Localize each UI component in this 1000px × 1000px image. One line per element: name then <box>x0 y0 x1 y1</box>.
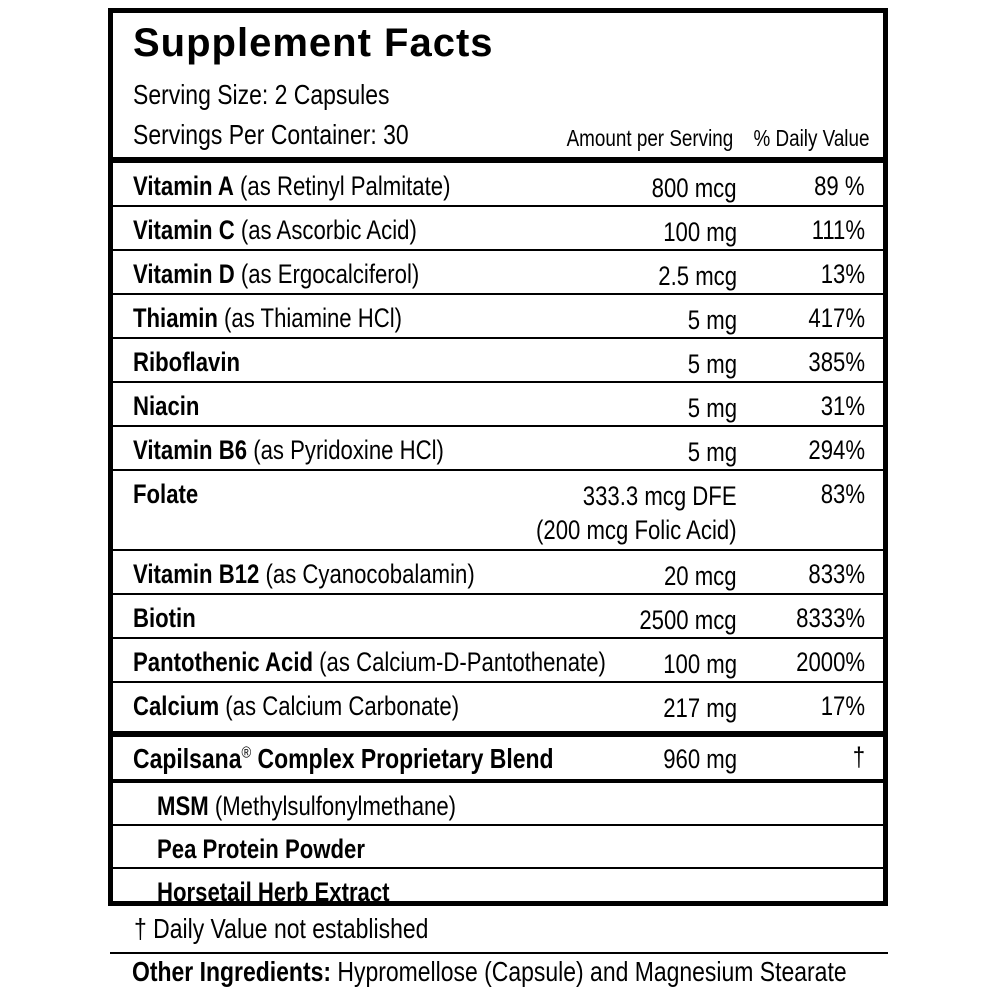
nutrient-name-cell <box>133 215 417 246</box>
supplement-facts-panel <box>108 8 888 906</box>
nutrient-daily-value: 8333% <box>796 603 865 633</box>
nutrient-source: (as Calcium Carbonate) <box>225 691 460 721</box>
blend-ingredient-cell <box>157 877 390 908</box>
nutrient-row <box>113 383 883 427</box>
nutrient-amount-detail: (200 mcg Folic Acid) <box>536 515 737 545</box>
other-ingredients-divider <box>110 952 888 954</box>
nutrient-name-cell <box>133 435 444 466</box>
blend-ingredient-row <box>113 867 883 910</box>
nutrient-daily-value: 111% <box>811 215 865 245</box>
nutrient-name-cell <box>133 559 475 590</box>
blend-ingredients <box>113 781 883 910</box>
daily-value-column-header: % Daily Value <box>752 125 869 151</box>
nutrient-amount: 5 mg <box>687 393 737 423</box>
nutrient-daily-value: 13% <box>820 259 865 289</box>
nutrient-row <box>113 339 883 383</box>
nutrient-amount: 2.5 mcg <box>658 261 737 291</box>
nutrient-source: (as Ascorbic Acid) <box>240 215 417 245</box>
nutrient-name-cell <box>133 691 459 722</box>
nutrient-amount: 100 mg <box>663 217 737 247</box>
nutrient-name: Vitamin B6 <box>133 435 248 465</box>
nutrient-amount: 5 mg <box>687 437 737 467</box>
blend-ingredient-cell <box>157 791 456 822</box>
nutrient-name-cell <box>133 647 606 678</box>
nutrient-amount: 5 mg <box>687 349 737 379</box>
blend-ingredient-row <box>113 824 883 867</box>
nutrient-amount: 100 mg <box>663 649 737 679</box>
nutrient-amount: 800 mcg <box>652 173 737 203</box>
nutrient-name: Vitamin B12 <box>133 559 260 589</box>
nutrient-amount-cell <box>688 435 737 469</box>
blend-amount: 960 mg <box>663 744 737 774</box>
nutrient-amount-cell <box>663 215 737 249</box>
blend-title-suffix: Complex Proprietary Blend <box>251 743 554 774</box>
nutrient-daily-value: 417% <box>808 303 865 333</box>
nutrient-amount: 20 mcg <box>664 561 737 591</box>
blend-ingredient-name: Horsetail Herb Extract <box>157 877 390 907</box>
nutrient-name: Vitamin C <box>133 215 235 245</box>
panel-header <box>113 13 883 157</box>
nutrient-source: (as Ergocalciferol) <box>240 259 420 289</box>
nutrient-source: (as Retinyl Palmitate) <box>240 171 451 201</box>
nutrient-amount-cell <box>663 691 737 725</box>
servings-per-container: Servings Per Container: 30 <box>133 119 409 150</box>
nutrient-row <box>113 683 883 727</box>
nutrient-name-cell <box>133 391 199 422</box>
nutrient-amount-cell <box>663 647 737 681</box>
nutrient-source: (as Calcium-D-Pantothenate) <box>319 647 606 677</box>
nutrient-amount: 5 mg <box>687 305 737 335</box>
nutrient-amount-cell <box>640 603 737 637</box>
blend-table <box>113 737 883 910</box>
nutrient-name-cell <box>133 171 450 202</box>
nutrient-daily-value: 833% <box>808 559 865 589</box>
nutrient-amount-cell <box>688 303 737 337</box>
blend-ingredient-cell <box>157 834 365 865</box>
nutrient-row <box>113 207 883 251</box>
nutrient-name-cell <box>133 303 402 334</box>
footnote: † Daily Value not established <box>134 913 429 944</box>
blend-ingredient-name: MSM <box>157 791 209 821</box>
nutrient-amount-cell <box>658 259 737 293</box>
nutrient-name: Pantothenic Acid <box>133 647 314 677</box>
nutrient-row <box>113 295 883 339</box>
nutrient-table <box>113 163 883 727</box>
nutrient-name: Niacin <box>133 391 200 421</box>
nutrient-row <box>113 251 883 295</box>
amount-column-header: Amount per Serving <box>566 125 733 151</box>
nutrient-source: (as Thiamine HCl) <box>224 303 403 333</box>
nutrient-row <box>113 471 883 551</box>
blend-name <box>133 743 554 775</box>
nutrient-amount-cell <box>688 391 737 425</box>
nutrient-daily-value: 2000% <box>796 647 865 677</box>
nutrient-row <box>113 163 883 207</box>
nutrient-name: Folate <box>133 479 199 509</box>
blend-daily-value: † <box>852 742 865 772</box>
nutrient-source: (as Pyridoxine HCl) <box>253 435 444 465</box>
blend-row <box>113 737 883 781</box>
nutrient-amount: 333.3 mcg DFE <box>583 481 737 511</box>
nutrient-amount-cell <box>536 479 737 547</box>
nutrient-name-cell <box>133 259 419 290</box>
nutrient-name-cell <box>133 347 240 378</box>
panel-title: Supplement Facts <box>133 21 494 65</box>
nutrient-name-cell <box>133 479 198 510</box>
nutrient-daily-value: 31% <box>820 391 865 421</box>
nutrient-daily-value: 17% <box>820 691 865 721</box>
nutrient-daily-value: 89 % <box>814 171 865 201</box>
nutrient-name: Calcium <box>133 691 220 721</box>
nutrient-daily-value: 83% <box>820 479 865 509</box>
other-ingredients-text: Hypromellose (Capsule) and Magnesium Stearate <box>337 956 847 987</box>
nutrient-name: Vitamin D <box>133 259 235 289</box>
nutrient-amount-cell <box>652 171 737 205</box>
blend-ingredient-row <box>113 781 883 824</box>
nutrient-row <box>113 551 883 595</box>
registered-mark: ® <box>241 744 252 762</box>
other-ingredients <box>132 956 847 988</box>
nutrient-row <box>113 639 883 683</box>
nutrient-source: (as Cyanocobalamin) <box>265 559 475 589</box>
nutrient-amount-cell <box>688 347 737 381</box>
nutrient-daily-value: 385% <box>808 347 865 377</box>
blend-title: Capilsana <box>133 743 242 774</box>
other-ingredients-label: Other Ingredients: <box>132 956 332 987</box>
nutrient-name: Riboflavin <box>133 347 241 377</box>
nutrient-name: Biotin <box>133 603 196 633</box>
nutrient-row <box>113 427 883 471</box>
nutrient-amount: 2500 mcg <box>639 605 737 635</box>
blend-ingredient-detail: (Methylsulfonylmethane) <box>214 791 457 821</box>
nutrient-daily-value: 294% <box>808 435 865 465</box>
nutrient-row <box>113 595 883 639</box>
serving-size: Serving Size: 2 Capsules <box>133 79 390 110</box>
blend-ingredient-name: Pea Protein Powder <box>157 834 365 864</box>
nutrient-name: Thiamin <box>133 303 218 333</box>
nutrient-amount: 217 mg <box>663 693 737 723</box>
nutrient-amount-cell <box>664 559 737 593</box>
nutrient-name-cell <box>133 603 196 634</box>
nutrient-name: Vitamin A <box>133 171 234 201</box>
